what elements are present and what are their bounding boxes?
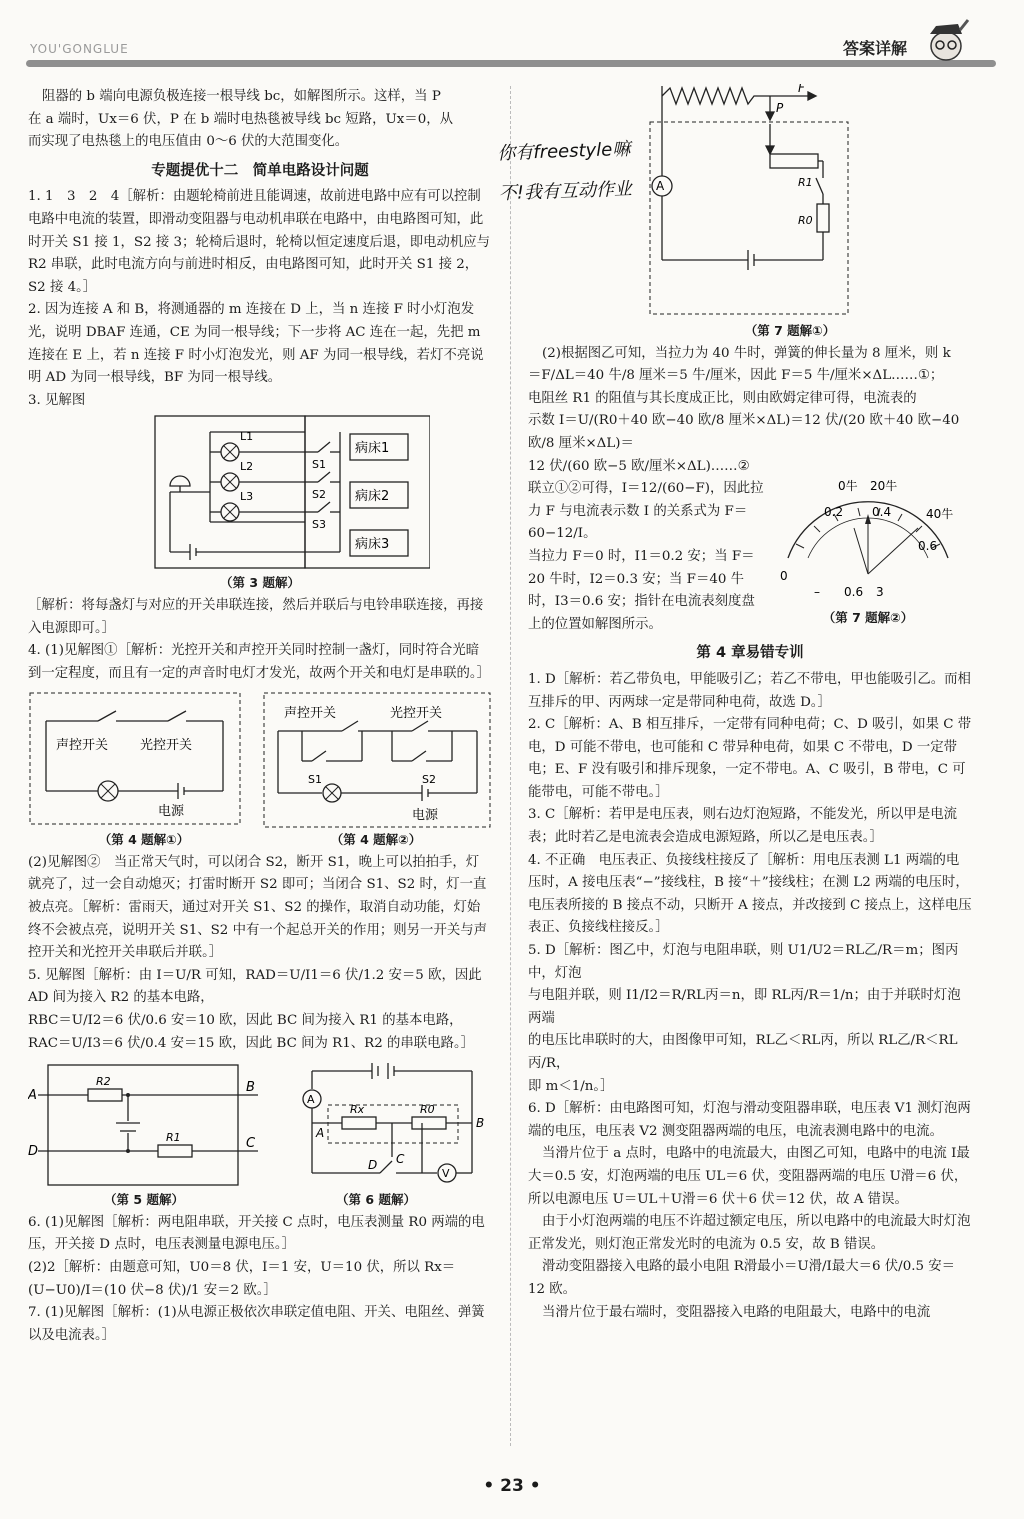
sound-switch-label: 声控开关	[284, 706, 337, 722]
dial-figure-block	[768, 478, 968, 629]
answer-q7-part2: 联立①②可得，I＝12/(60−F)，因此拉力 F 与电流表示数 I 的关系式为 F＝60−12/I。	[528, 481, 764, 542]
section-title: 第 4 章易错专训	[696, 645, 804, 662]
answer-q4-part2: (2)见解图② 当正常天气时，可以闭合 S2，断开 S1，晚上可以拍拍手，灯就亮了，过一会自动熄灭；打雷时断开 S2 即可；当闭合 S1、S2 时，灯一直被点亮。［解析：雷雨天，通过对开关 S1、S2 的操作，取消自动功能，灯始终不会被点亮，说明开关 S1、S2 中有一个起总开关的作用；则另一开关与声控开关和光控开关串联后并联。］	[28, 854, 488, 961]
answer-q7-part2: 当拉力 F＝0 时，I1＝0.2 安；当 F＝20 牛时，I2＝0.3 安；当 F＝40 牛时，I3＝0.6 安；指针在电流表刻度盘上的位置如解图所示。	[528, 548, 755, 632]
switch-label: S2	[312, 488, 326, 502]
answer-q3-label: 3. 见解图	[28, 392, 86, 408]
answer-q2: 2. 因为连接 A 和 B，将测通器的 m 连接在 D 上，当 n 连接 F 时小灯泡发光，说明 DBAF 连通，CE 为同一根导线；下一步将 AC 连在一起，先把 m 连接在 E 上，若 n 连接 F 时小灯泡发光，则 AF 为同一根导线，若灯不亮说明 AD 为同一根导线，BF 为同一根导线。	[28, 302, 484, 386]
answer-q7-part2: 示数 I＝U/(R0＋40 欧−40 欧/8 厘米×ΔL)＝12 伏/(20 欧＋40 欧−40 欧/8 厘米×ΔL)＝	[528, 413, 960, 451]
ammeter-label: A	[656, 179, 665, 193]
lamp-label: L2	[240, 460, 254, 474]
bed-label: 病床3	[355, 537, 390, 553]
lamp-label: L1	[240, 430, 254, 444]
answer-q5: 的电压比串联时的大，由图像甲可知，RL乙＜RL丙，所以 RL乙/R＜RL丙/R，	[528, 1033, 958, 1071]
resistor-label: R2	[96, 1075, 111, 1089]
answer-q5: RAC＝U/I3＝6 伏/0.4 安＝15 欧，因此 BC 间为 R1、R2 的串联电路。］	[28, 1035, 475, 1051]
figure-caption: （第 3 题解）	[220, 575, 300, 591]
resistor-label: R1	[798, 176, 813, 189]
handwritten-line: 不!我有互动作业	[498, 178, 633, 205]
section-title: 专题提优十二 简单电路设计问题	[151, 162, 369, 179]
q7-text-block	[528, 478, 768, 636]
answer-q6-part1: 6. (1)见解图［解析：两电阻串联，开关接 C 点时，电压表测量 R0 两端的电压，开关接 D 点时，电压表测量电源电压。］	[28, 1214, 485, 1253]
intro-line: 在 a 端时，Ux＝6 伏，P 在 b 端时电热毯被导线 bc 短路，Ux＝0，从	[28, 111, 453, 127]
light-switch-label: 光控开关	[140, 738, 193, 754]
figure-3-circuit	[90, 412, 430, 572]
lamp-label: L3	[240, 490, 254, 504]
slider-label: P	[776, 101, 784, 115]
answer-q7-part2: (2)根据图乙可知，当拉力为 40 牛时，弹簧的伸长量为 8 厘米，则 k	[542, 345, 951, 361]
answer-q6: 6. D［解析：由电路图可知，灯泡与滑动变阻器串联，电压表 V1 测灯泡两端的电压，电压表 V2 测变阻器两端的电压，电流表测电路中的电流。	[528, 1101, 971, 1139]
figure-4-2-circuit	[262, 691, 492, 829]
figure-6-circuit	[292, 1061, 492, 1189]
dial-force-label: 40牛	[926, 507, 954, 522]
answer-q7-part2: 12 伏/(60 欧−5 欧/厘米×ΔL)……②	[528, 458, 750, 474]
right-column	[528, 84, 972, 1324]
figure-caption: （第 4 题解①）	[98, 832, 190, 848]
figure-5-circuit	[28, 1061, 258, 1189]
terminal-label: 0.6	[844, 585, 864, 599]
node-label: D	[28, 1144, 39, 1160]
answer-q5: 与电阻并联，则 I1/I2＝R/RL丙＝n，即 RL丙/R＝1/n；由于并联时灯泡两端	[528, 988, 961, 1026]
page-header-title: 答案详解	[843, 39, 908, 58]
node-label: C	[246, 1136, 256, 1152]
answer-q6: 当滑片位于 a 点时，电路中的电流最大，由图乙可知，电路中的电流 I最大＝0.5 安，灯泡两端的电压 UL＝6 伏，变阻器两端的电压 U滑＝6 伏，所以电源电压 U＝UL＋U滑＝6 伏＋6 伏＝12 伏，故 A 错误。	[528, 1146, 970, 1207]
answer-q1: 1. D［解析：若乙带负电，甲能吸引乙；若乙不带电，甲也能吸引乙。而相互排斥的甲、丙两球一定是带同种电荷，故选 D。］	[528, 671, 971, 710]
answer-q4-part1: 4. (1)见解图①［解析：光控开关和声控开关同时控制一盏灯，同时符合光暗到一定程度，而且有一定的声音时电灯才发光，故两个开关和电灯是串联的。］	[28, 643, 490, 681]
sound-switch-label: 声控开关	[56, 738, 109, 754]
resistor-label: Rx	[350, 1103, 365, 1117]
mascot-icon	[924, 18, 970, 62]
resistor-label: R0	[798, 214, 813, 227]
switch-label: S3	[312, 518, 326, 532]
figure-caption: （第 7 题解②）	[822, 609, 914, 625]
answer-q3: 3. C［解析：若甲是电压表，则右边灯泡短路，不能发光，所以甲是电流表；此时若乙是电流表会造成电源短路，所以乙是电压表。］	[528, 807, 957, 846]
node-label: B	[246, 1080, 255, 1096]
intro-line: 阻器的 b 端向电源负极连接一根导线 bc，如解图所示。这样，当 P	[42, 89, 441, 104]
dial-scale-label: 0.6	[918, 539, 938, 554]
answer-q5: 5. D［解析：图乙中，灯泡与电阻串联，则 U1/U2＝RL乙/R＝m；图丙中，灯泡	[528, 943, 959, 981]
figure-5-6-row	[28, 1061, 492, 1189]
answer-q5: 5. 见解图［解析：由 I＝U/R 可知，RAD＝U/I1＝6 伏/1.2 安＝5 欧，因此 AD 间为接入 R2 的基本电路，	[28, 967, 482, 1006]
page-number: • 23 •	[483, 1476, 541, 1496]
figure-caption: （第 4 题解②）	[330, 832, 422, 848]
switch-label: S2	[422, 773, 436, 787]
terminal-label: –	[814, 585, 820, 599]
switch-label: S1	[312, 458, 326, 472]
brand-logo: YOU'GONGLUE	[30, 42, 129, 56]
figure-caption: （第 5 题解）	[104, 1192, 184, 1208]
dial-force-label: 0牛	[838, 479, 858, 494]
resistor-label: R0	[420, 1103, 435, 1117]
intro-line: 而实现了电热毯上的电压值由 0～6 伏的大范围变化。	[28, 134, 349, 150]
answer-q4: 4. 不正确 电压表正、负接线柱接反了［解析：用电压表测 L1 两端的电压时，A 接电压表“−”接线柱，B 接“＋”接线柱；在测 L2 两端的电压时，电压表所接的 B 接点不动，只断开 A 接点，并改接到 C 接点上，这样电压表正、负接线柱接反。］	[528, 852, 972, 936]
answer-q3-analysis: ［解析：将每盏灯与对应的开关串联连接，然后并联后与电铃串联连接，再接入电源即可。］	[28, 597, 484, 636]
answer-q2: 2. C［解析：A、B 相互排斥，一定带有同种电荷；C、D 吸引，如果 C 带电，D 可能不带电，也可能和 C 带异种电荷，如果 C 不带电，D 一定带电；E、F 没有吸引和排斥现象，一定不带电。A、C 吸引，B 带电，C 可能带电，可能不带电。］	[528, 717, 972, 800]
node-label: B	[476, 1116, 485, 1131]
answer-q6: 滑动变阻器接入电路的最小电阻 R滑最小＝U滑/I最大＝6 伏/0.5 安＝12 欧。	[528, 1259, 956, 1297]
figure-4-captions	[28, 829, 492, 852]
handwritten-line: 你有freestyle嘛	[496, 138, 631, 165]
left-column	[28, 86, 492, 1347]
dial-scale-label: 0	[780, 569, 788, 584]
figure-4-row	[28, 691, 492, 829]
figure-caption: （第 6 题解）	[336, 1192, 416, 1208]
node-label: A	[28, 1088, 37, 1104]
bed-label: 病床1	[355, 441, 390, 457]
ammeter-label: A	[307, 1093, 315, 1107]
figure-4-1-circuit	[28, 691, 242, 826]
answer-q7-part2: ＝F/ΔL＝40 牛/8 厘米＝5 牛/厘米，因此 F＝5 牛/厘米×ΔL……①；	[528, 368, 944, 384]
power-label: 电源	[158, 804, 185, 820]
dial-scale-label: 0.2	[824, 505, 844, 520]
node-label: D	[368, 1158, 378, 1173]
column-divider	[510, 86, 511, 1446]
answer-q1: 1. 1 3 2 4［解析：由题轮椅前进且能调速，故前进电路中应有可以控制电路中电流的装置，即滑动变阻器与电动机串联在电路中，由电路图可知，此时开关 S1 接 1，S2 接 3；轮椅后退时，轮椅以恒定速度后退，即电动机应与 R2 串联，此时电流方向与前进时相反，由电路图可知，此时开关 S1 接 2，S2 接 4。］	[28, 189, 491, 295]
answer-q5: RBC＝U/I2＝6 伏/0.6 安＝10 欧，因此 BC 间为接入 R1 的基本电路，	[28, 1013, 463, 1029]
resistor-label: R1	[166, 1131, 181, 1145]
q7-with-dial	[528, 478, 972, 636]
dial-scale-label: 0.4	[872, 505, 892, 520]
answer-q6: 当滑片位于最右端时，变阻器接入电路的电阻最大，电路中的电流	[542, 1304, 931, 1320]
power-label: 电源	[412, 808, 439, 824]
figure-caption: （第 7 题解①）	[744, 323, 836, 338]
node-label: C	[396, 1152, 405, 1167]
answer-q7-part1: 7. (1)见解图［解析：(1)从电源正极依次串联定值电阻、开关、电阻丝、弹簧以及电流表。］	[28, 1305, 485, 1343]
figure-5-6-captions	[28, 1189, 492, 1212]
switch-label: S1	[308, 773, 322, 787]
terminal-label: 3	[876, 585, 884, 599]
answer-q6-part2: (2)2［解析：由题意可知，U0＝8 伏，I＝1 安，U＝10 伏，所以 Rx＝(U−U0)/I＝(10 伏−8 伏)/1 安＝2 欧。］	[28, 1260, 456, 1298]
light-switch-label: 光控开关	[390, 706, 443, 722]
figure-7-1-circuit	[638, 84, 968, 320]
bed-label: 病床2	[355, 489, 390, 505]
dial-force-label: 20牛	[870, 479, 898, 494]
force-label: F	[798, 84, 805, 95]
answer-q5: 即 m＜1/n。］	[528, 1078, 614, 1094]
answer-q7-part2: 电阻丝 R1 的阻值与其长度成正比，则由欧姆定律可得，电流表的	[528, 390, 917, 406]
answer-q6: 由于小灯泡两端的电压不许超过额定电压，所以电路中的电流最大时灯泡正常发光，则灯泡正常发光时的电流为 0.5 安，故 B 错误。	[528, 1214, 971, 1252]
node-label: A	[316, 1126, 325, 1141]
figure-7-2-dial	[768, 478, 968, 598]
header-bar	[26, 60, 996, 67]
voltmeter-label: V	[442, 1167, 450, 1181]
